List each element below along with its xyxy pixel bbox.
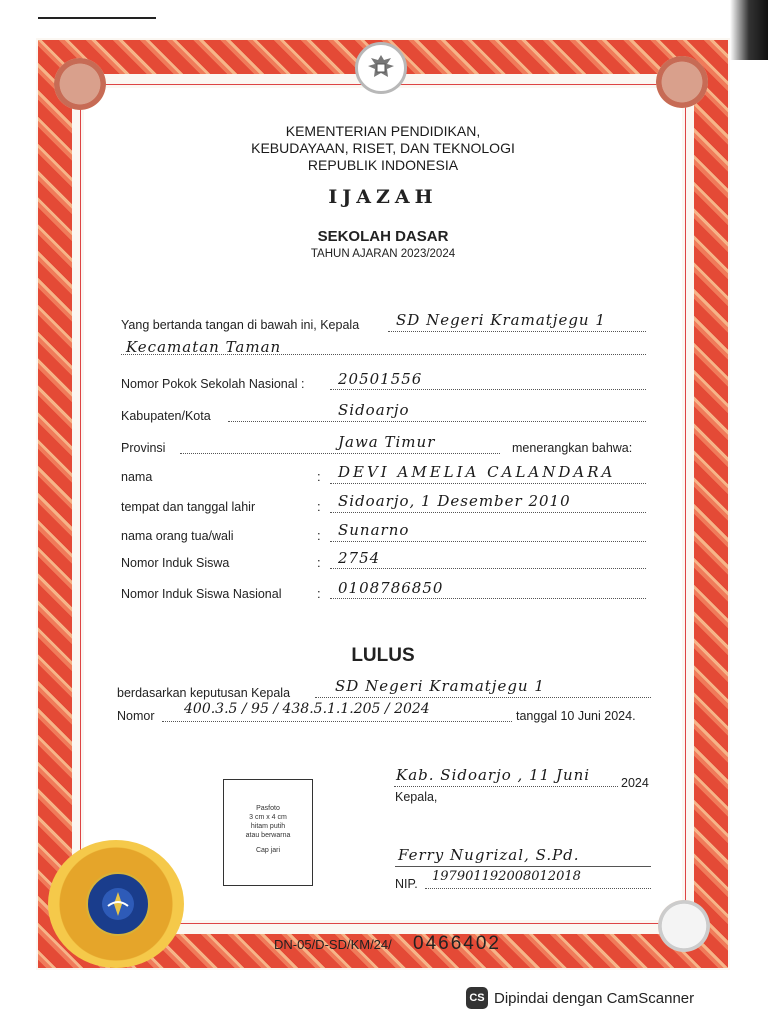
student-name-label: nama	[121, 470, 153, 484]
colon: :	[317, 469, 321, 484]
decision-label: berdasarkan keputusan Kepala	[117, 686, 291, 700]
camscanner-label: Dipindai dengan CamScanner	[494, 989, 695, 1007]
school-level: SEKOLAH DASAR	[317, 228, 449, 245]
scan-shadow	[730, 0, 768, 60]
nip-value: 197901192008012018	[432, 869, 581, 884]
garuda-emblem-icon	[355, 42, 407, 94]
photo-caption: hitam putih	[250, 823, 286, 830]
fingerprint-caption: Cap jari	[255, 847, 281, 854]
camscanner-watermark	[466, 981, 756, 1015]
dotted-line	[330, 512, 646, 513]
parent-label: nama orang tua/wali	[121, 529, 234, 543]
decision-school: SD Negeri Kramatjegu 1	[335, 677, 545, 695]
document-title: IJAZAH	[328, 186, 438, 208]
nis-value: 2754	[338, 549, 381, 567]
nisn-label: Nomor Induk Siswa Nasional	[121, 587, 282, 601]
dotted-line	[394, 786, 618, 787]
colon: :	[317, 528, 321, 543]
tut-wuri-handayani-icon	[86, 872, 150, 936]
decision-number-label: Nomor	[117, 709, 155, 723]
ministry-line-2: KEBUDAYAAN, RISET, DAN TEKNOLOGI	[251, 140, 515, 156]
province-label: Provinsi	[121, 441, 166, 455]
photo-box	[223, 779, 313, 886]
student-name: DEVI AMELIA CALANDARA	[338, 463, 616, 481]
dotted-line	[330, 568, 646, 569]
dotted-line	[388, 331, 646, 332]
signature-line	[395, 866, 651, 867]
dotted-line	[330, 389, 646, 390]
dotted-line	[228, 421, 646, 422]
decision-date: tanggal 10 Juni 2024.	[516, 709, 636, 723]
ministry-line-3: REPUBLIK INDONESIA	[307, 157, 459, 173]
serial-prefix: DN-05/D-SD/KM/24/	[274, 937, 392, 952]
decision-number: 400.3.5 / 95 / 438.5.1.1.205 / 2024	[184, 701, 430, 717]
nisn-value: 0108786850	[338, 579, 444, 597]
dotted-line	[162, 721, 512, 722]
corner-ornament	[54, 58, 106, 110]
ministry-line-1: KEMENTERIAN PENDIDIKAN,	[285, 123, 481, 139]
dotted-line	[315, 697, 651, 698]
signature-role: Kepala,	[395, 790, 438, 804]
scan-edge-line	[38, 17, 156, 19]
nip-label: NIP.	[395, 877, 418, 891]
dotted-line	[330, 541, 646, 542]
colon: :	[317, 586, 321, 601]
nis-label: Nomor Induk Siswa	[121, 556, 230, 570]
signature-year: 2024	[621, 776, 649, 790]
province-value: Jawa Timur	[338, 433, 436, 451]
regency-value: Sidoarjo	[338, 401, 410, 419]
district-line: Kecamatan Taman	[126, 338, 282, 356]
birth-label: tempat dan tanggal lahir	[121, 500, 256, 514]
corner-ornament	[658, 900, 710, 952]
parent-value: Sunarno	[338, 521, 410, 539]
camscanner-logo-icon: CS	[466, 987, 488, 1009]
dotted-line	[180, 453, 500, 454]
intro-label: Yang bertanda tangan di bawah ini, Kepala	[121, 318, 360, 332]
serial-number: 0466402	[413, 933, 501, 954]
dotted-line	[425, 888, 651, 889]
photo-caption: Pasfoto	[256, 805, 280, 812]
regency-label: Kabupaten/Kota	[121, 409, 211, 423]
academic-year: TAHUN AJARAN 2023/2024	[310, 248, 456, 260]
graduation-status: LULUS	[351, 645, 415, 666]
dotted-line	[330, 483, 646, 484]
corner-ornament	[656, 56, 708, 108]
npsn-label: Nomor Pokok Sekolah Nasional :	[121, 377, 305, 391]
states-label: menerangkan bahwa:	[512, 441, 633, 455]
place-date-handwritten: Kab. Sidoarjo , 11 Juni	[396, 766, 591, 784]
dotted-line	[330, 598, 646, 599]
colon: :	[317, 555, 321, 570]
colon: :	[317, 499, 321, 514]
birth-value: Sidoarjo, 1 Desember 2010	[338, 492, 571, 510]
npsn-value: 20501556	[338, 370, 423, 388]
school-name: SD Negeri Kramatjegu 1	[396, 311, 606, 329]
photo-caption: atau berwarna	[245, 832, 291, 839]
headmaster-name: Ferry Nugrizal, S.Pd.	[398, 846, 580, 864]
photo-caption: 3 cm x 4 cm	[249, 814, 287, 821]
